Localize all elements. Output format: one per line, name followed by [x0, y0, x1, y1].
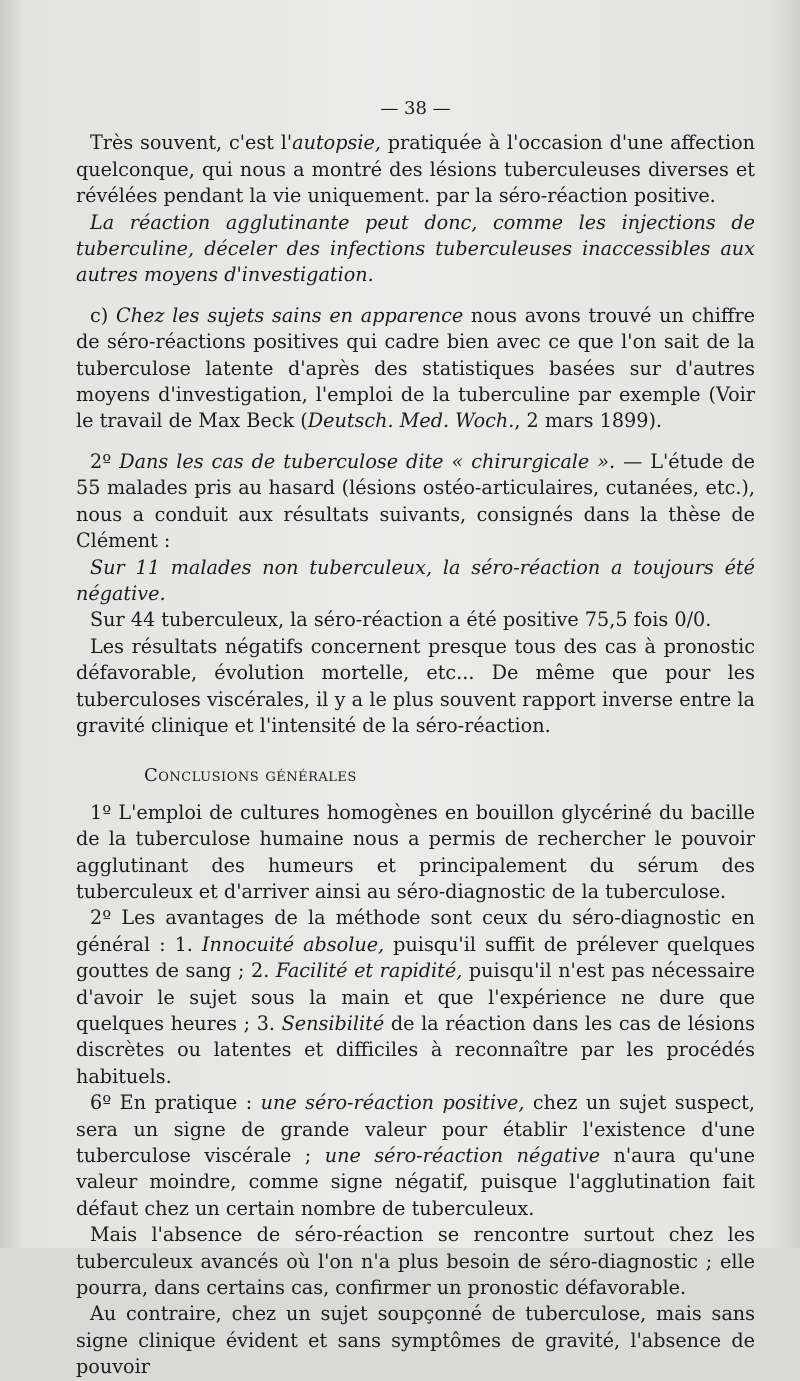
paragraph-tuberculeux-positive: Sur 44 tuberculeux, la séro-réaction a été positive 75,5 fois 0/0.: [90, 608, 712, 632]
paragraph-conclusion-1: 1º L'emploi de cultures homogènes en bouillon glycériné du bacille de la tuberculose humaine nous a permis de rechercher le pouvoir agglutinant des humeurs et principalement du sérum des tuberculeux et d'arriver ainsi au séro-diagnostic de la tuberculose.: [76, 800, 755, 903]
paragraph-sujets-sains: c) Chez les sujets sains en apparence nous avons trouvé un chiffre de séro-réactions positives qui cadre bien avec ce que l'on sait de la tuberculose latente d'après des statistiques basées sur d'autres moyens d'investigation, l'emploi de la tuberculine par exemple (Voir le travail de Max Beck (Deutsch. Med. Woch., 2 mars 1899).: [76, 303, 755, 433]
paragraph-non-tuberculeux: Sur 11 malades non tuberculeux, la séro-réaction a toujours été négative.: [76, 555, 755, 605]
paragraph-reaction-agglutinante: La réaction agglutinante peut donc, comme les injections de tuberculine, déceler des infections tuberculeuses inaccessibles aux autres moyens d'investigation.: [76, 210, 755, 287]
paragraph-tuberculose-chirurgicale: 2º Dans les cas de tuberculose dite « chirurgicale ». — L'étude de 55 malades pris au hasard (lésions ostéo-articulaires, cutanées, etc.), nous a conduit aux résultats suivants, consignés dans la thèse de Clément :: [76, 449, 755, 553]
page-number: — 38 —: [380, 98, 451, 119]
paragraph-au-contraire: Au contraire, chez un sujet soupçonné de tuberculose, mais sans signe clinique évident et sans symptômes de gravité, l'absence de pouvoir: [76, 1302, 755, 1379]
paragraph-absence-seroreaction: Mais l'absence de séro-réaction se rencontre surtout chez les tuberculeux avancés où l'on n'a plus besoin de séro-diagnostic ; elle pourra, dans certains cas, confirmer un pronostic défavorable.: [76, 1223, 755, 1300]
paragraph-conclusion-2: 2º Les avantages de la méthode sont ceux du séro-diagnostic en général : 1. Innocuité absolue, puisqu'il suffit de prélever quelques gouttes de sang ; 2. Facilité et rapidité, puisqu'il n'est pas nécessaire d'avoir le sujet sous la main et que l'expérience ne dure que quelques heures ; 3. Sensibilité de la réaction dans les cas de lésions discrètes ou latentes et difficiles à reconnaître par les procédés habituels.: [76, 906, 755, 1088]
paragraph-autopsie: Très souvent, c'est l'autopsie, pratiquée à l'occasion d'une affection quelconque, qui nous a montré des lésions tuberculeuses diverses et révélées pendant la vie uniquement. par la séro-réaction positive.: [76, 131, 756, 208]
paragraph-conclusion-6: 6º En pratique : une séro-réaction positive, chez un sujet suspect, sera un signe de grande valeur pour établir l'existence d'une tuberculose viscérale ; une séro-réaction négative n'aura qu'une valeur moindre, comme signe négatif, puisque l'agglutination fait défaut chez un certain nombre de tuberculeux.: [76, 1091, 756, 1220]
paragraph-resultats-negatifs: Les résultats négatifs concernent presque tous des cas à pronostic défavorable, évolution mortelle, etc... De même que pour les tuberculoses viscérales, il y a le plus souvent rapport inverse entre la gravité clinique et l'intensité de la séro-réaction.: [76, 634, 755, 737]
section-heading: Conclusions générales: [144, 765, 357, 787]
